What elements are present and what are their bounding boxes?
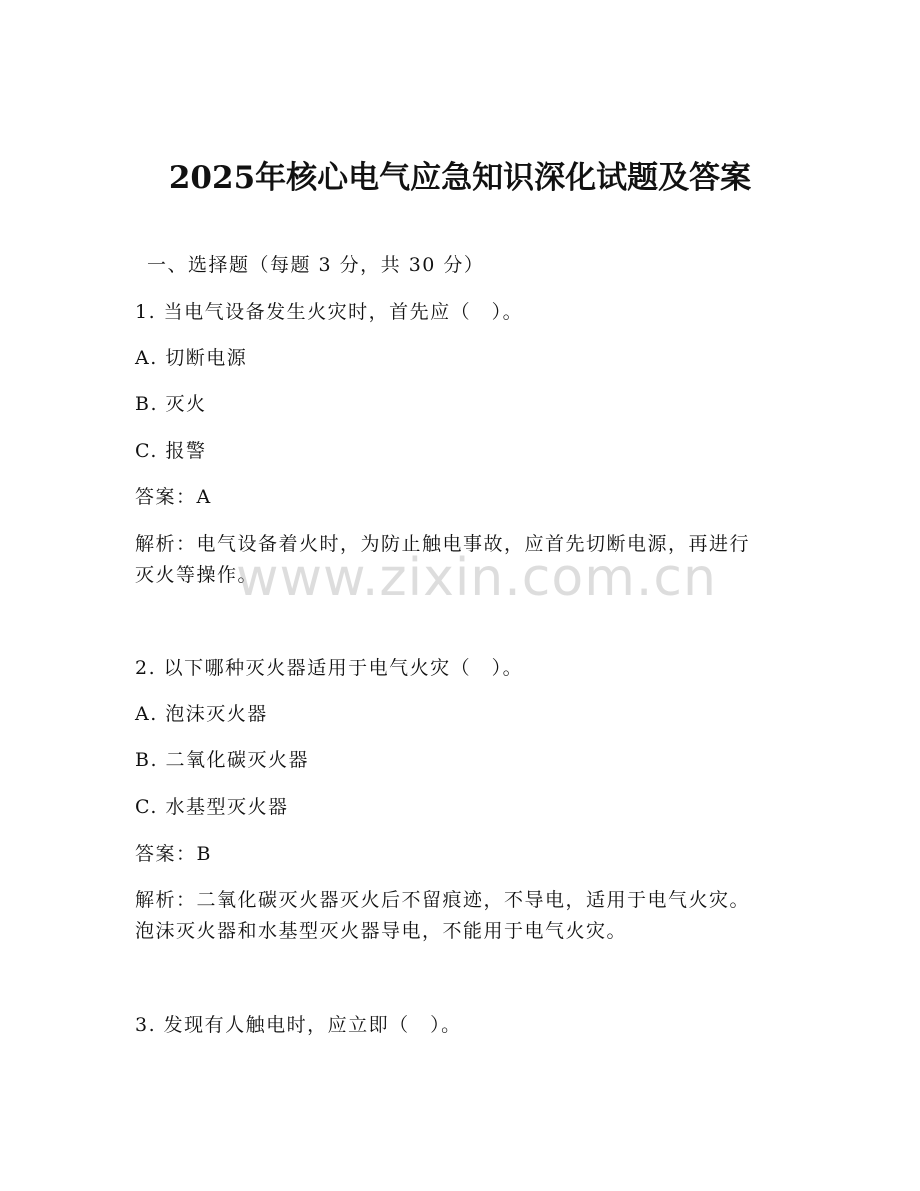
analysis-line: 解析：二氧化碳灭火器灭火后不留痕迹，不导电，适用于电气火灾。	[135, 889, 751, 911]
watermark: www.zixin.com.cn	[236, 548, 717, 608]
section-heading: 一、选择题（每题 3 分，共 30 分）	[147, 254, 485, 276]
question-stem: 3. 发现有人触电时，应立即（ ）。	[135, 1014, 462, 1036]
option-a: A. 切断电源	[135, 347, 248, 369]
answer: 答案：B	[135, 843, 212, 865]
question-stem: 1. 当电气设备发生火灾时，首先应（ ）。	[135, 301, 524, 323]
answer: 答案：A	[135, 486, 212, 508]
analysis-line: 灭火等操作。	[135, 564, 259, 586]
option-c: C. 报警	[135, 440, 207, 462]
option-b: B. 二氧化碳灭火器	[135, 749, 310, 771]
question-stem: 2. 以下哪种灭火器适用于电气火灾（ ）。	[135, 657, 524, 679]
page-title: 2025年核心电气应急知识深化试题及答案	[168, 160, 752, 196]
analysis-line: 泡沫灭火器和水基型灭火器导电，不能用于电气火灾。	[135, 920, 628, 942]
option-b: B. 灭火	[135, 393, 207, 415]
analysis-line: 解析：电气设备着火时，为防止触电事故，应首先切断电源，再进行	[135, 533, 751, 555]
option-c: C. 水基型灭火器	[135, 796, 289, 818]
option-a: A. 泡沫灭火器	[135, 703, 268, 725]
